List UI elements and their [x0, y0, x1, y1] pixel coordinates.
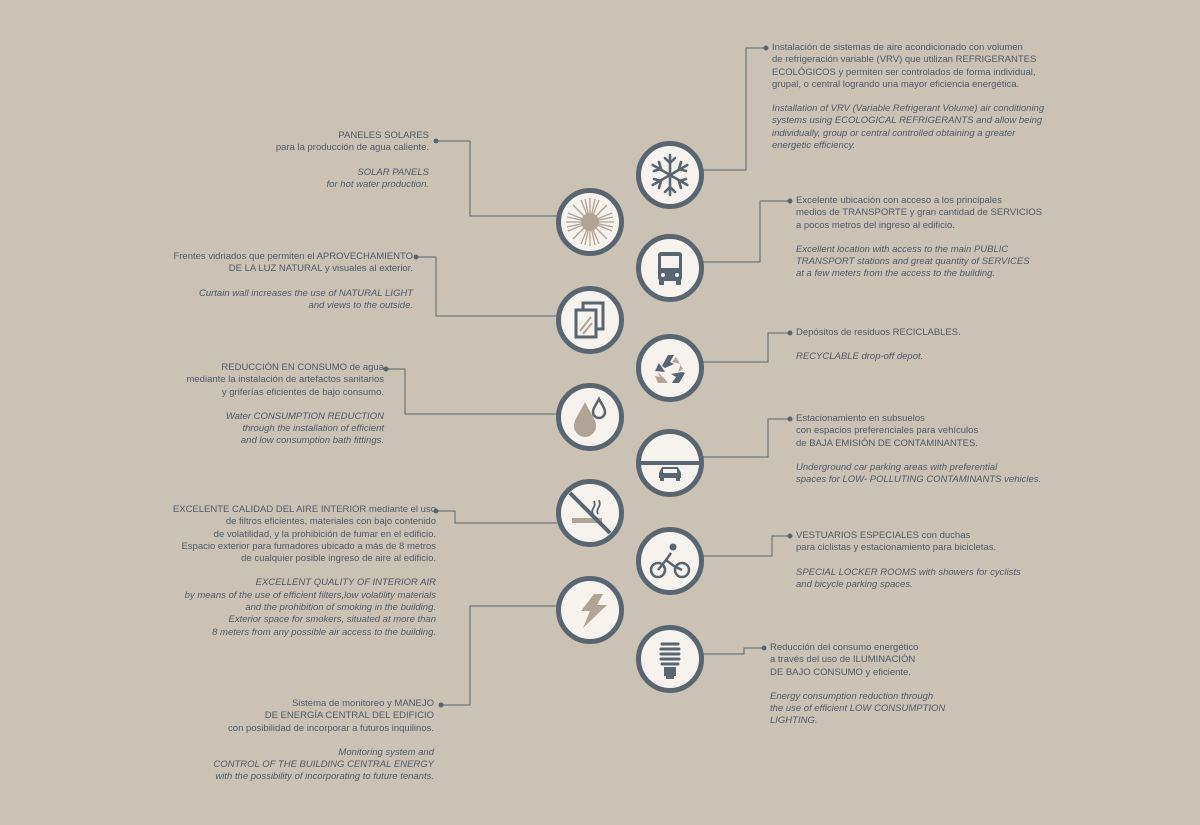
locker-es: VESTUARIOS ESPECIALES con duchas para ciclistas y estacionamiento para bicicletas.: [796, 530, 997, 554]
air-quality-text: [173, 504, 436, 639]
lightning-icon: [556, 576, 624, 644]
connector-locker: [695, 536, 790, 556]
vrv-es: Instalación de sistemas de aire acondicionado con volumen de refrigeración variable (VRV) que utilizan REFRIGERANTES ECOLÓGICOS y permiten ser controlados de forma individual, grupal, o central logrando una mayor eficiencia energética.: [772, 42, 1037, 90]
transport-es: Excelente ubicación con acceso a los principales medios de TRANSPORTE y gran cantidad de SERVICIOS a pocos metros del ingreso al edificio.: [796, 195, 1043, 231]
air-quality-en: EXCELLENT QUALITY OF INTERIOR AIR by means of the use of efficient filters,low volatility materials and the prohibition of smoking in the building. Exterior space for smokers, situated at more than 8 meters from any possible air access to the building.: [184, 577, 436, 638]
windows-icon: [556, 286, 624, 354]
energy-management-en: Monitoring system and CONTROL OF THE BUILDING CENTRAL ENERGY with the possibility of incorporating to future tenants.: [213, 746, 434, 783]
water-es: REDUCCIÓN EN CONSUMO de agua mediante la instalación de artefactos sanitarios y griferías eficientes de bajo consumo.: [186, 362, 384, 398]
parking-text: [796, 413, 1041, 486]
connector-water: [386, 369, 557, 414]
vrv-text: [772, 42, 1044, 152]
energy-management-text: [213, 698, 434, 784]
natural-light-es: Frentes vidriados que permiten el APROVECHAMIENTO DE LA LUZ NATURAL y visuales al exterior.: [173, 251, 413, 275]
recycle-icon: [636, 334, 704, 402]
transport-en: Excellent location with access to the main PUBLIC TRANSPORT stations and great quantity of SERVICES at a few meters from the access to the building.: [796, 243, 1030, 280]
water-drop-icon: [556, 383, 624, 451]
locker-text: [796, 530, 1021, 591]
recycle-es: Depósitos de residuos RECICLABLES.: [796, 327, 961, 338]
connector-recycle: [695, 333, 790, 362]
lighting-es: Reducción del consumo energético a través del uso de ILUMINACIÓN DE BAJO CONSUMO y eficiente.: [770, 642, 919, 678]
connector-parking: [695, 419, 790, 457]
bicycle-icon: [636, 527, 704, 595]
lighting-text: [770, 642, 945, 728]
bus-icon: [636, 234, 704, 302]
parking-en: Underground car parking areas with preferential spaces for LOW- POLLUTING CONTAMINANTS vehicles.: [796, 461, 1042, 486]
connector-vrv: [695, 48, 766, 170]
recycle-text: [796, 327, 961, 364]
recycle-en: RECYCLABLE drop-off depot.: [796, 351, 924, 363]
lighting-en: Energy consumption reduction through the use of efficient LOW CONSUMPTION LIGHTING.: [770, 690, 946, 727]
energy-management-es: Sistema de monitoreo y MANEJO DE ENERGÍA CENTRAL DEL EDIFICIO con posibilidad de incorporar a futuros inquilinos.: [228, 698, 434, 734]
transport-text: [796, 195, 1042, 281]
connector-lighting: [695, 648, 764, 654]
no-smoking-icon: [556, 479, 624, 547]
parking-es: Estacionamiento en subsuelos con espacios preferenciales para vehículos de BAJA EMISIÓN DE CONTAMINANTES.: [796, 413, 979, 449]
solar-panels-text: [276, 130, 429, 191]
sun-icon: [556, 188, 624, 256]
solar-panels-es: PANELES SOLARES para la producción de agua caliente.: [275, 130, 429, 154]
solar-panels-en: SOLAR PANELS for hot water production.: [326, 166, 429, 190]
lightbulb-icon: [636, 625, 704, 693]
connector-transport: [695, 201, 790, 262]
connector-energy: [441, 606, 557, 705]
locker-en: SPECIAL LOCKER ROOMS with showers for cyclists and bicycle parking spaces.: [796, 566, 1021, 590]
natural-light-text: [173, 251, 413, 312]
natural-light-en: Curtain wall increases the use of NATURAL LIGHT and views to the outside.: [198, 287, 413, 311]
connector-solar: [436, 141, 557, 216]
connector-air: [436, 511, 557, 523]
snowflake-icon: [636, 141, 704, 209]
parking-car-icon: [636, 429, 704, 497]
connector-light: [416, 257, 557, 316]
air-quality-es: EXCELENTE CALIDAD DEL AIRE INTERIOR mediante el uso de filtros eficientes, materiales con bajo contenido de volatilidad, y la prohibición de fumar en el edificio. Espacio exterior para fumadores ubicado a más de 8 metros de cualquier posible ingreso de aire al edificio.: [172, 504, 436, 565]
vrv-en: Installation of VRV (Variable Refrigerant Volume) air conditioning systems using ECOLOGICAL REFRIGERANTS and allow being individually, group or central controlled obtaining a greater energetic efficiency.: [772, 103, 1045, 152]
water-text: [186, 362, 384, 448]
water-en: Water CONSUMPTION REDUCTION through the installation of efficient and low consumption bath fittings.: [225, 410, 384, 447]
